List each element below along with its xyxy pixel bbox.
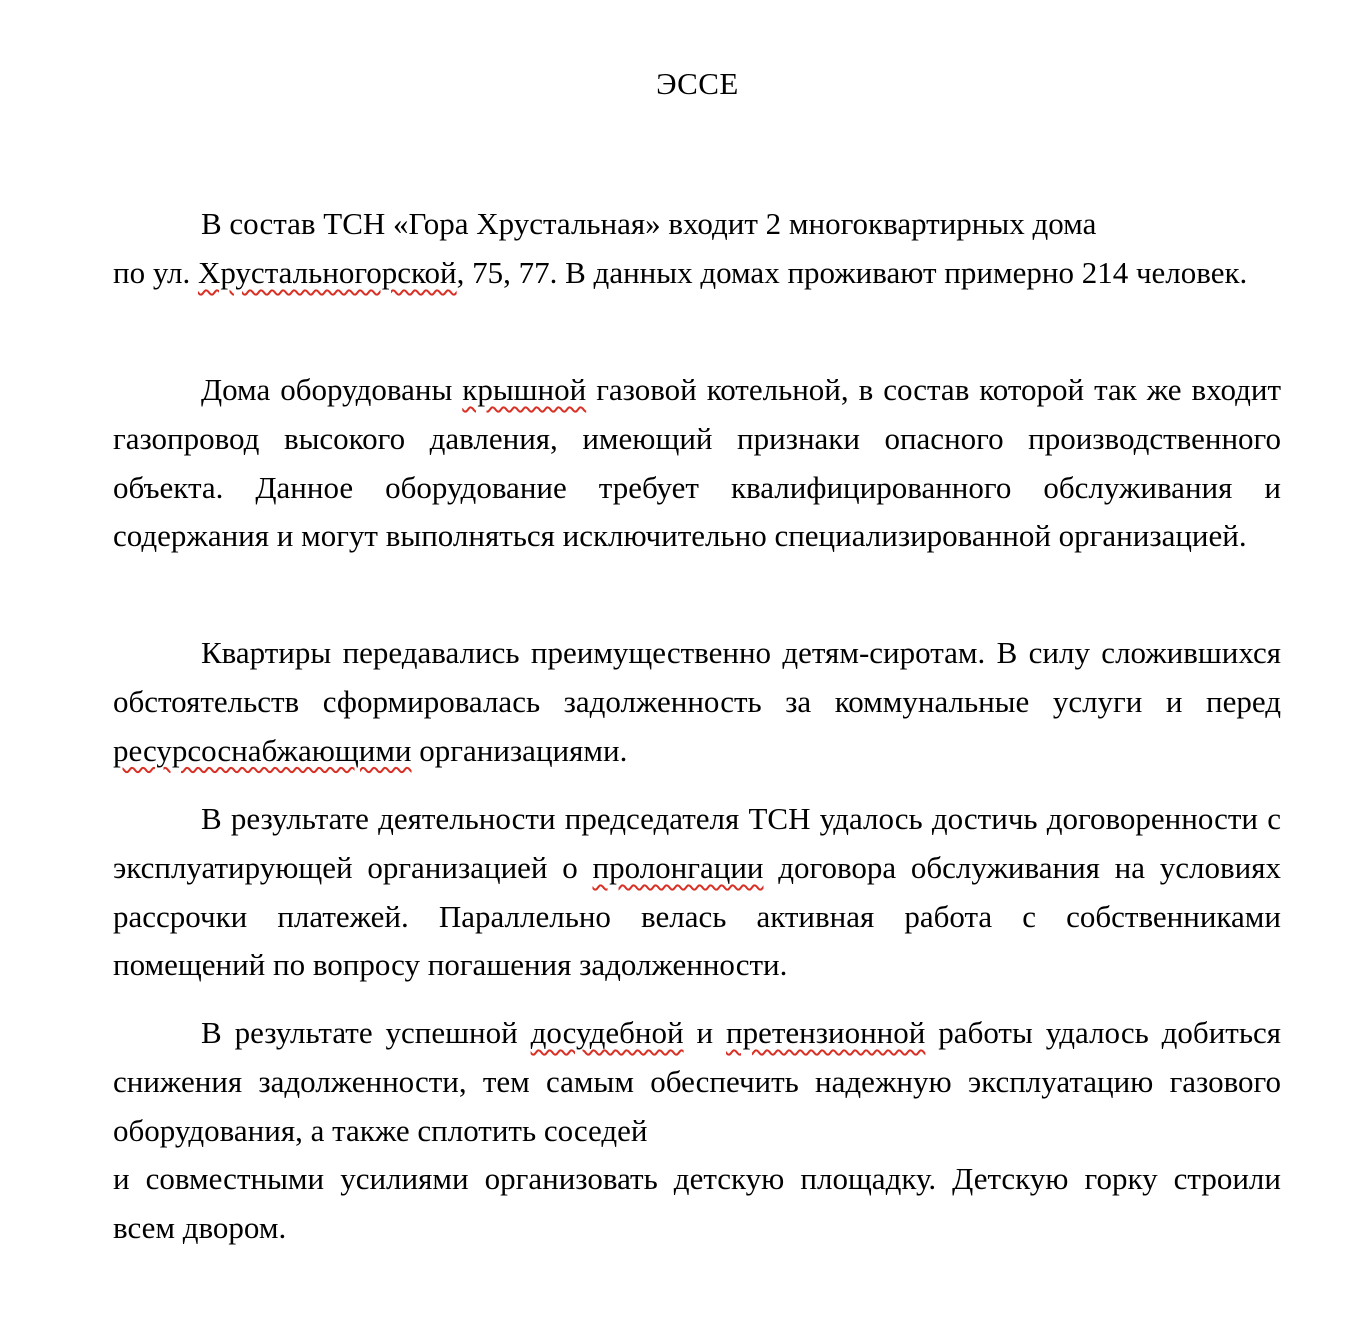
misspelled-word: крышной (462, 372, 587, 407)
paragraph-4 (113, 795, 1281, 990)
paragraph-text: В результате успешной (201, 1015, 531, 1050)
misspelled-word: претензионной (726, 1015, 926, 1050)
paragraph-text: и (683, 1015, 727, 1050)
misspelled-word: пролонгации (592, 849, 764, 885)
paragraph-3 (113, 629, 1281, 775)
paragraph-5 (113, 1009, 1281, 1253)
paragraph-text: по ул. (113, 254, 198, 290)
misspelled-word: Хрустальногорской (197, 254, 457, 290)
paragraph-1 (113, 200, 1281, 298)
misspelled-word: ресурсоснабжающими (113, 732, 412, 768)
paragraph-text: , 75, 77. В данных домах проживают примерно 214 человек. (456, 254, 1248, 290)
paragraph-text: В состав ТСН «Гора Хрустальная» входит 2 многоквартирных дома (201, 206, 1097, 241)
paragraph-text: и совместными усилиями организовать детскую площадку. Детскую горку строили всем двором. (113, 1161, 1281, 1246)
paragraph-text: договора обслуживания на условиях рассрочки платежей. Параллельно велась активная работа с собственниками помещений по вопросу погашения задолженности. (113, 849, 1281, 983)
paragraph-text: Квартиры передавались преимущественно детям-сиротам. В силу сложившихся обстоятельств сформировалась задолженность за коммунальные услуги и перед (113, 635, 1281, 719)
paragraph-text: газовой котельной, в состав которой так же входит газопровод высокого давления, имеющий признаки опасного производственного объекта. Данное оборудование требует квалифицированного обслуживания и содержания и могут выполняться исключительно специализированной организацией. (113, 372, 1282, 554)
misspelled-word: досудебной (530, 1015, 684, 1050)
paragraph-text: организациями. (411, 732, 628, 768)
paragraph-text: Дома оборудованы (201, 372, 463, 407)
document-title: ЭССЕ (656, 66, 739, 101)
paragraph-2 (113, 366, 1281, 561)
paragraph-text: В результате деятельности председателя ТСН удалось достичь договоренности с эксплуатирующей организацией о (113, 801, 1281, 885)
paragraph-text: работы удалось добиться снижения задолженности, тем самым обеспечить надежную эксплуатацию газового оборудования, а также сплотить соседей (113, 1015, 1281, 1148)
